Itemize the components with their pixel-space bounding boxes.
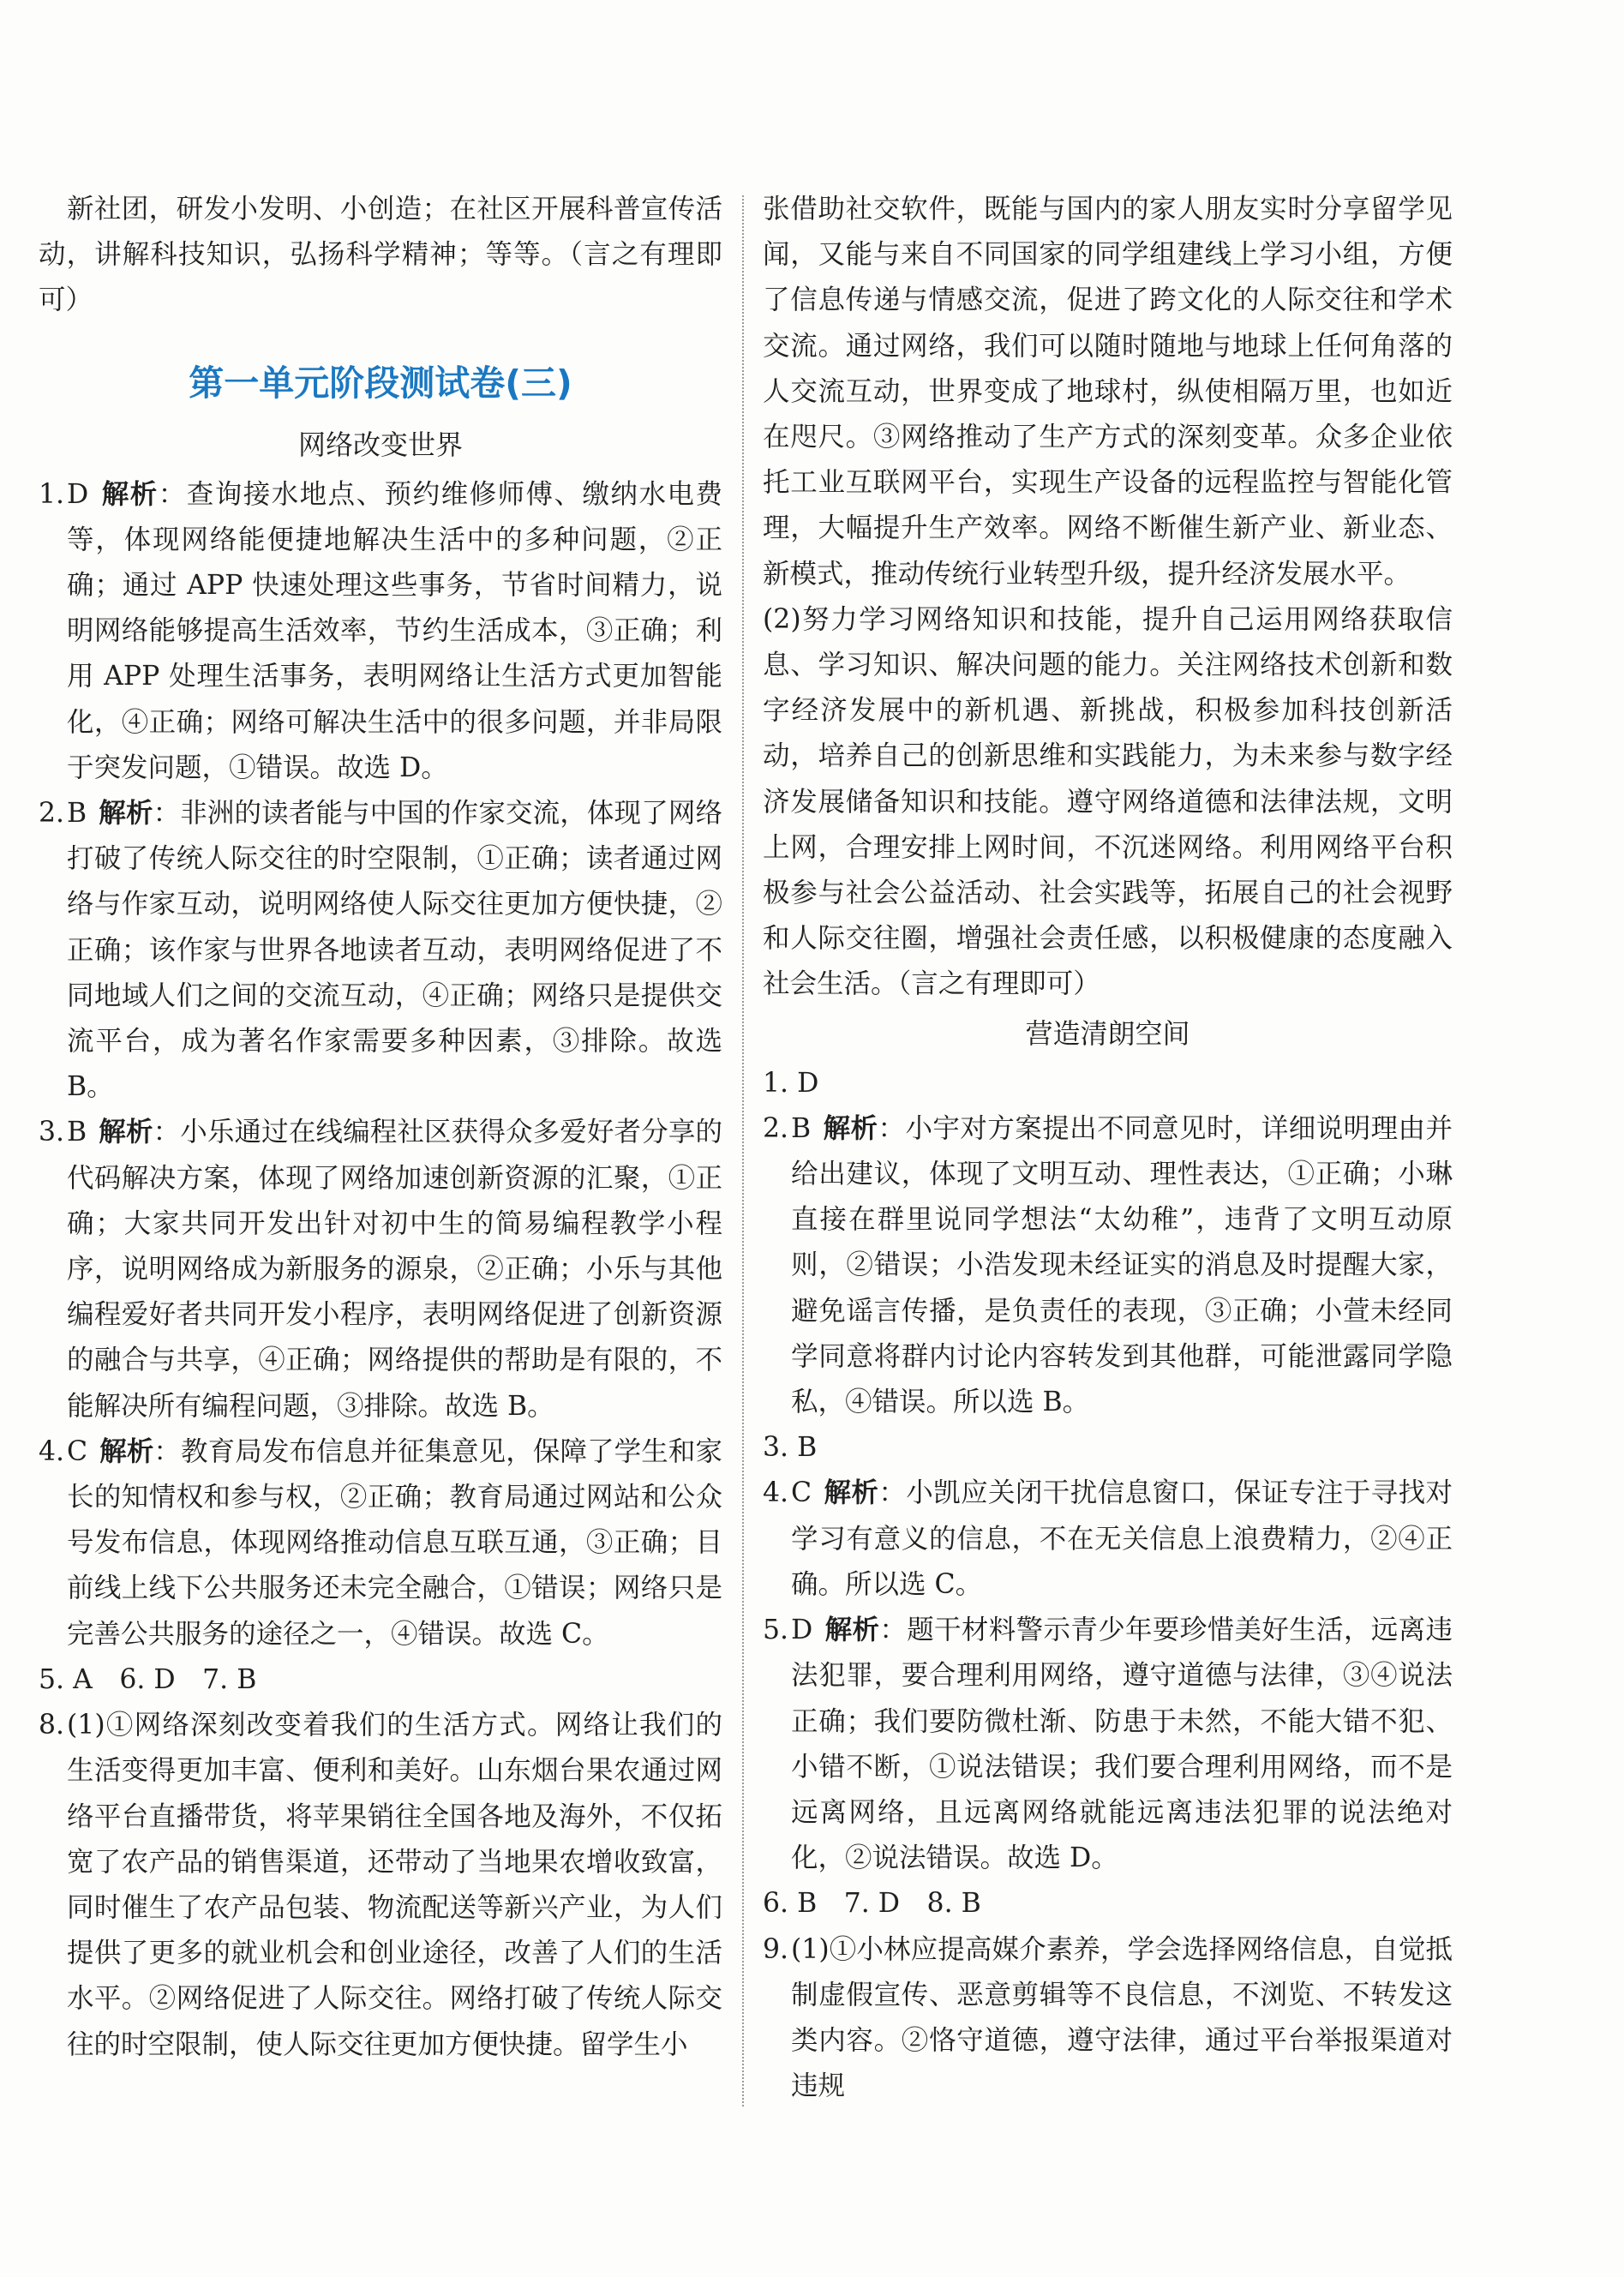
short-answers-6-8: 6. B 7. D 8. B (763, 1888, 981, 1920)
analysis-text: ：非洲的读者能与中国的作家交流，体现了网络打破了传统人际交往的时空限制，①正确；读者通过网络与作家互动，说明网络使人际交往更加方便快捷，②正确；该作家与世界各地读者互动，表明网络促进了不同地域人们之间的交流互动，④正确；网络只是提供交流平台，成为著名作家需要多种因素，③排除。故选 B。 (67, 798, 722, 1103)
item-number: 8. (39, 1710, 65, 1741)
item-answer: D (791, 1615, 813, 1646)
analysis-label: 解析 (99, 1435, 154, 1467)
analysis-label: 解析 (100, 478, 159, 510)
section-title-network: 网络改变世界 (297, 428, 463, 461)
item-answer: C (67, 1435, 88, 1467)
analysis-label: 解析 (99, 798, 153, 830)
item-number: 4. (763, 1477, 789, 1509)
intro-paragraph: 新社团，研发小发明、小创造；在社区开展科普宣传活动，讲解科技知识，弘扬科学精神；等等。（言之有理即可） (39, 194, 722, 316)
item-number: 5. (763, 1615, 789, 1646)
column-divider (742, 195, 744, 2106)
answer-item-4 (763, 1471, 1453, 1608)
item-answer: C (791, 1477, 812, 1509)
answer-item-3: 3. B (763, 1432, 818, 1464)
right-column (763, 187, 1453, 2109)
analysis-text: ：小乐通过在线编程社区获得众多爱好者分享的代码解决方案，体现了网络加速创新资源的汇聚，①正确；大家共同开发出针对初中生的简易编程教学小程序，说明网络成为新服务的源泉，②正确；小乐与其他编程爱好者共同开发小程序，表明网络促进了创新资源的融合与共享，④正确；网络提供的帮助是有限的，不能解决所有编程问题，③排除。故选 B。 (67, 1117, 722, 1422)
answer-item-2 (39, 791, 722, 1110)
item-number: 3. (39, 1117, 65, 1148)
analysis-label: 解析 (99, 1117, 153, 1148)
continued-paragraph-1: 张借助社交软件，既能与国内的家人朋友实时分享留学见闻，又能与来自不同国家的同学组建线上学习小组，方便了信息传递与情感交流，促进了跨文化的人际交往和学术交流。通过网络，我们可以随时随地与地球上任何角落的人交流互动，世界变成了地球村，纵使相隔万里，也如近在咫尺。③网络推动了生产方式的深刻变革。众多企业依托工业互联网平台，实现生产设备的远程监控与智能化管理，大幅提升生产效率。网络不断催生新产业、新业态、新模式，推动传统行业转型升级，提升经济发展水平。 (763, 194, 1453, 590)
item-number: 4. (39, 1435, 65, 1467)
analysis-text: ：小宇对方案提出不同意见时，详细说明理由并给出建议，体现了文明互动、理性表达，①正确；小琳直接在群里说同学想法“太幼稚”，违背了文明互动原则，②错误；小浩发现未经证实的消息及时提醒大家，避免谣言传播，是负责任的表现，③正确；小萱未经同学同意将群内讨论内容转发到其他群，可能泄露同学隐私，④错误。所以选 B。 (791, 1112, 1453, 1418)
answer-item-3 (39, 1110, 722, 1429)
answer-item-9 (763, 1927, 1453, 2110)
analysis-text: ：题干材料警示青少年要珍惜美好生活，远离违法犯罪，要合理利用网络，遵守道德与法律，③④说法正确；我们要防微杜渐、防患于未然，不能大错不犯、小错不断，①说法错误；我们要合理利用网络，而不是远离网络，且远离网络就能远离违法犯罪的说法绝对化，②说法错误。故选 D。 (791, 1615, 1453, 1874)
answer-item-2 (763, 1106, 1453, 1425)
answer-item-4 (39, 1429, 722, 1657)
item-number: 1. (39, 478, 65, 510)
item-text: (1)①小林应提高媒介素养，学会选择网络信息，自觉抵制虚假宣传、恶意剪辑等不良信息，不浏览、不转发这类内容。②恪守道德，遵守法律，通过平台举报渠道对违规 (791, 1933, 1453, 2102)
unit-title: 第一单元阶段测试卷(三) (189, 362, 572, 404)
item-answer: D (67, 478, 89, 510)
left-column (39, 187, 722, 2068)
answer-item-5 (763, 1608, 1453, 1881)
analysis-label: 解析 (823, 1112, 878, 1144)
answer-item-8 (39, 1703, 722, 2068)
item-number: 2. (39, 798, 65, 830)
continued-paragraph-2: (2)努力学习网络知识和技能，提升自己运用网络获取信息、学习知识、解决问题的能力。关注网络技术创新和数字经济发展中的新机遇、新挑战，积极参加科技创新活动，培养自己的创新思维和实践能力，为未来参与数字经济发展储备知识和技能。遵守网络道德和法律法规，文明上网，合理安排上网时间，不沉迷网络。利用网络平台积极参与社会公益活动、社会实践等，拓展自己的社会视野和人际交往圈，增强社会责任感，以积极健康的态度融入社会生活。（言之有理即可） (763, 603, 1453, 1000)
item-number: 9. (763, 1933, 789, 1965)
item-text: (1)①网络深刻改变着我们的生活方式。网络让我们的生活变得更加丰富、便利和美好。山东烟台果农通过网络平台直播带货，将苹果销往全国各地及海外，不仅拓宽了农产品的销售渠道，还带动了当地果农增收致富，同时催生了农产品包装、物流配送等新兴产业，为人们提供了更多的就业机会和创业途径，改善了人们的生活水平。②网络促进了人际交往。网络打破了传统人际交往的时空限制，使人际交往更加方便快捷。留学生小 (67, 1710, 722, 2060)
item-number: 2. (763, 1112, 789, 1144)
analysis-label: 解析 (824, 1477, 879, 1509)
section-title-clean-space: 营造清朗空间 (1025, 1016, 1190, 1050)
answer-item-1 (39, 472, 722, 791)
analysis-label: 解析 (824, 1615, 880, 1646)
analysis-text: ：教育局发布信息并征集意见，保障了学生和家长的知情权和参与权，②正确；教育局通过网站和公众号发布信息，体现网络推动信息互联互通，③正确；目前线上线下公共服务还未完全融合，①错误；网络只是完善公共服务的途径之一，④错误。故选 C。 (67, 1435, 722, 1650)
short-answers-5-7: 5. A 6. D 7. B (39, 1663, 257, 1695)
item-answer: B (791, 1112, 812, 1144)
item-answer: B (67, 1117, 87, 1148)
analysis-text: ：查询接水地点、预约维修师傅、缴纳水电费等，体现网络能便捷地解决生活中的多种问题，②正确；通过 APP 快速处理这些事务，节省时间精力，说明网络能够提高生活效率，节约生活成本，③正确；利用 APP 处理生活事务，表明网络让生活方式更加智能化，④正确；网络可解决生活中的很多问题，并非局限于突发问题，①错误。故选 D。 (67, 478, 722, 783)
analysis-text: ：小凯应关闭干扰信息窗口，保证专注于寻找对学习有意义的信息，不在无关信息上浪费精力，②④正确。所以选 C。 (791, 1477, 1453, 1600)
item-answer: B (67, 798, 87, 830)
answer-item-1: 1. D (763, 1067, 819, 1099)
